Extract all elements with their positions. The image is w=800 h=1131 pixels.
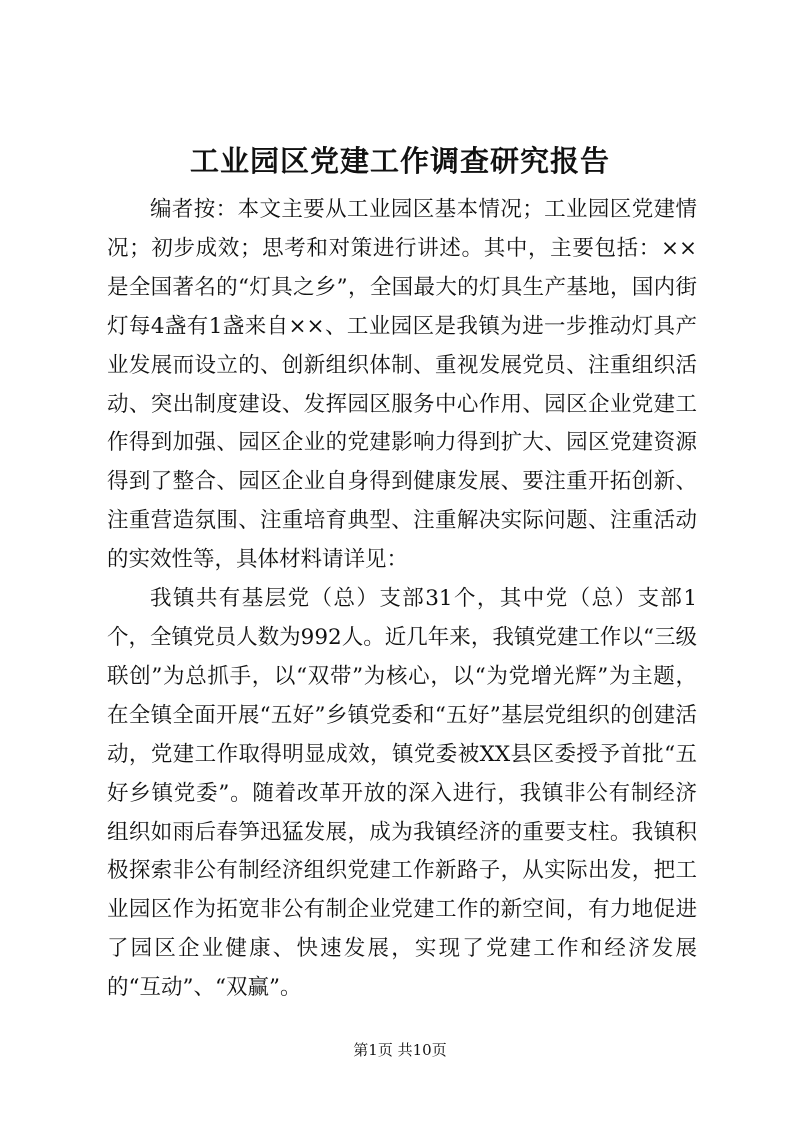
- document-body: [107, 191, 697, 1008]
- body-paragraph: 我镇共有基层党（总）支部31个，其中党（总）支部1个，全镇党员人数为992人。近几年来，我镇党建工作以“三级联创”为总抓手，以“双带”为核心，以“为党增光辉”为主题，在全镇全面开展“五好”乡镇党委和“五好”基层党组织的创建活动，党建工作取得明显成效，镇党委被XX县区委授予首批“五好乡镇党委”。随着改革开放的深入进行，我镇非公有制经济组织如雨后春笋迅猛发展，成为我镇经济的重要支柱。我镇积极探索非公有制经济组织党建工作新路子，从实际出发，把工业园区作为拓宽非公有制企业党建工作的新空间，有力地促进了园区企业健康、快速发展，实现了党建工作和经济发展的“互动”、“双赢”。: [107, 586, 697, 1001]
- document-title: 工业园区党建工作调查研究报告: [189, 144, 610, 178]
- page-number-footer: 第1页 共10页: [353, 1041, 447, 1059]
- editor-note-paragraph: 编者按：本文主要从工业园区基本情况；工业园区党建情况；初步成效；思考和对策进行讲述。其中，主要包括：××是全国著名的“灯具之乡”，全国最大的灯具生产基地，国内街灯每4盏有1盏来自××、工业园区是我镇为进一步推动灯具产业发展而设立的、创新组织体制、重视发展党员、注重组织活动、突出制度建设、发挥园区服务中心作用、园区企业党建工作得到加强、园区企业的党建影响力得到扩大、园区党建资源得到了整合、园区企业自身得到健康发展、要注重开拓创新、注重营造氛围、注重培育典型、注重解决实际问题、注重活动的实效性等，具体材料请详见：: [107, 197, 697, 573]
